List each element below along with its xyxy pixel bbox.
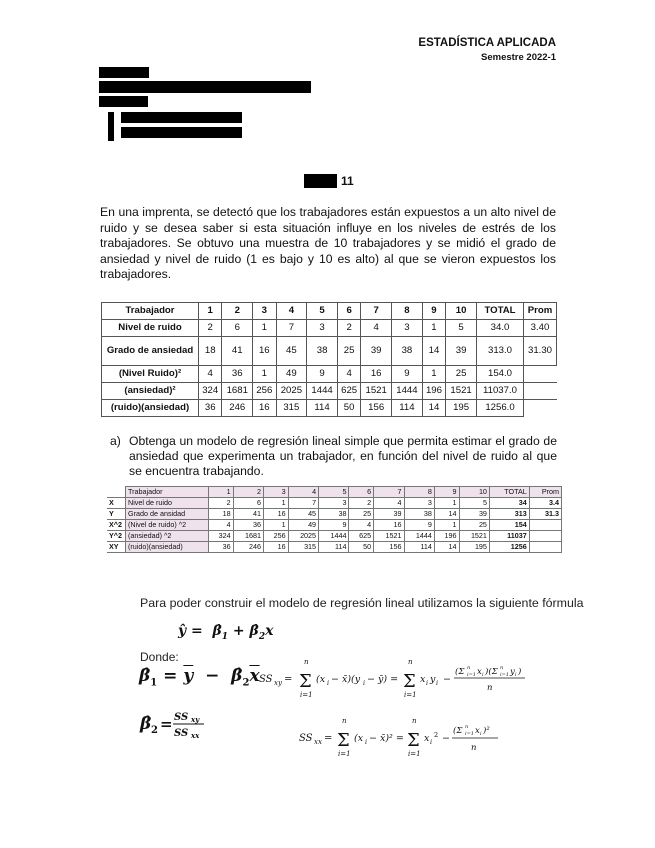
table-cell: 3 [392,320,423,337]
table-cell: 38 [319,509,349,520]
redacted-block [121,112,242,123]
table-row [107,520,562,531]
table-header-cell: Trabajador [102,303,199,320]
table-cell: 18 [209,509,234,520]
problem-statement: En una imprenta, se detectó que los trabajadores están expuestos a un alto nivel de ruido y se desea saber si esta situación influye en los niveles de estrés de los trabajadores. Se obtuvo una muestra de 10 trabajadores y se midió el grado de ansiedad y nivel de ruido (1 es bajo y 10 es alto) al que se vieron expuestos los trabajadores. [100,205,556,282]
table-cell: 6 [233,498,263,509]
svg-text:=: = [324,733,333,744]
row-label: (ruido)(ansiedad) [126,542,209,553]
table-cell: 1 [434,498,459,509]
table-cell: 2025 [288,531,318,542]
table-cell: 196 [422,383,445,400]
exercise-number: 11 [341,174,354,188]
svg-text:n: n [304,658,309,666]
table-cell: 16 [361,366,392,383]
svg-text:)(Σ: )(Σ [485,667,498,677]
table-cell: 9 [404,520,434,531]
table-cell: 1681 [222,383,253,400]
row-key: Y^2 [107,531,126,542]
svg-text:x: x [420,674,426,685]
row-label: (Nivel Ruido)² [102,366,199,383]
row-key: X^2 [107,520,126,531]
svg-text:SS: SS [299,733,313,744]
svg-text:xy: xy [274,679,282,687]
table-cell: 154 [489,520,529,531]
svg-text:i: i [365,738,368,746]
svg-text:2: 2 [434,731,439,739]
regression-formula: ŷ = $\betâ_1$ + $\betâ_2x$ [178,623,274,642]
table-cell: 3.40 [524,320,557,337]
table-cell: 625 [349,531,374,542]
table-cell: 2 [199,320,222,337]
svg-text:xx: xx [191,731,200,740]
table-header-cell [107,487,126,498]
table-cell: 34.0 [477,320,524,337]
table-cell: 7 [276,320,307,337]
svg-text:x: x [424,733,430,744]
table-cell: 50 [349,542,374,553]
svg-text:i: i [430,738,433,746]
table-cell: 1256.0 [477,400,524,417]
table-cell: 1 [253,320,276,337]
svg-text:i=1: i=1 [467,672,476,678]
question-marker: a) [110,434,121,448]
table-row [102,366,557,383]
table-cell: 1444 [319,531,349,542]
table-cell: 16 [264,542,289,553]
table-cell: 38 [307,337,338,366]
table-cell: 315 [276,400,307,417]
table-cell: 1 [264,520,289,531]
table-header-cell: 1 [199,303,222,320]
table-cell: 114 [404,542,434,553]
table-cell: 14 [434,509,459,520]
table-row [102,337,557,366]
table-cell: 16 [264,509,289,520]
table-cell: 1521 [446,383,477,400]
svg-text:y: y [510,667,515,677]
row-label: (Nivel de ruido) ^2 [126,520,209,531]
table-header-cell: 6 [337,303,360,320]
table-cell: 196 [434,531,459,542]
table-cell: 11037.0 [477,383,524,400]
table-row [102,383,557,400]
table-header-cell: 10 [446,303,477,320]
table-cell: 3 [307,320,338,337]
table-cell: 154.0 [477,366,524,383]
table-cell: 1444 [392,383,423,400]
svg-text:n: n [471,743,477,753]
table-cell: 2025 [276,383,307,400]
table-cell: 50 [337,400,360,417]
table-cell: 25 [349,509,374,520]
svg-text:SS: SS [259,674,273,685]
table-cell: 3 [404,498,434,509]
table-header-cell: 3 [264,487,289,498]
table-cell: 38 [404,509,434,520]
svg-text:n: n [467,665,471,671]
table-cell: 6 [222,320,253,337]
table-cell: 1256 [489,542,529,553]
svg-text:i=1: i=1 [300,691,313,699]
table-row [107,509,562,520]
svg-text:− x̄)(y: − x̄)(y [331,674,361,685]
table-row [107,542,562,553]
semester-label: Semestre 2022-1 [481,52,556,63]
svg-text:n: n [412,717,417,725]
svg-text:n: n [465,724,469,730]
ssxx-formula [295,715,515,761]
row-key: XY [107,542,126,553]
table-cell: 1521 [459,531,489,542]
table-cell: 18 [199,337,222,366]
spreadsheet-table [107,486,562,553]
svg-text:x: x [477,667,482,677]
svg-text:(x: (x [354,733,364,744]
table-header-cell: 6 [349,487,374,498]
table-cell: 1521 [361,383,392,400]
table-cell: 45 [276,337,307,366]
data-table [101,302,557,417]
table-cell: 114 [392,400,423,417]
table-cell: 9 [307,366,338,383]
redacted-block [99,67,149,78]
svg-text:x: x [475,726,480,736]
table-cell: 49 [288,520,318,531]
table-header-cell: 4 [288,487,318,498]
table-cell: 1444 [404,531,434,542]
table-cell: 36 [199,400,222,417]
formula-intro: Para poder construir el modelo de regresión lineal utilizamos la siguiente fórmula [140,596,584,610]
table-cell: 16 [253,337,276,366]
svg-text:i: i [480,731,482,737]
table-cell: 195 [446,400,477,417]
redacted-block [121,127,242,138]
table-cell [524,366,557,383]
table-cell: 31.30 [524,337,557,366]
table-cell [529,531,561,542]
redacted-block [99,96,148,107]
table-cell [524,400,557,417]
table-cell: 36 [222,366,253,383]
row-label: Nivel de ruido [126,498,209,509]
table-cell [529,520,561,531]
question-a-text: Obtenga un modelo de regresión lineal simple que permita estimar el grado de ansiedad que experimenta un trabajador, en función del nivel de ruido al que se encuentra trabajando. [129,434,557,478]
svg-text:(Σ: (Σ [455,667,465,677]
svg-text:− x̄)² =: − x̄)² = [369,733,404,744]
table-cell: 4 [349,520,374,531]
table-cell: 246 [233,542,263,553]
table-cell: 5 [459,498,489,509]
svg-text:i=1: i=1 [338,750,351,758]
table-cell: 7 [288,498,318,509]
row-key: X [107,498,126,509]
course-title: ESTADÍSTICA APLICADA [418,37,556,49]
table-header-cell: TOTAL [489,487,529,498]
table-header-cell: 4 [276,303,307,320]
table-row [102,400,557,417]
table-cell: 25 [337,337,360,366]
svg-text:n: n [487,683,493,693]
svg-text:i: i [515,672,517,678]
table-cell: 1 [422,366,445,383]
svg-text:i: i [482,672,484,678]
table-header-cell: 1 [209,487,234,498]
svg-text:): ) [518,667,522,677]
svg-text:n: n [408,658,413,666]
svg-text:y: y [430,674,436,685]
table-cell: 4 [199,366,222,383]
table-cell: 256 [253,383,276,400]
table-header-cell: 5 [307,303,338,320]
svg-text:i: i [436,679,439,687]
table-cell: 39 [459,509,489,520]
table-cell: 246 [222,400,253,417]
table-header-cell: Prom [524,303,557,320]
table-header-cell: 3 [253,303,276,320]
svg-text:Σ: Σ [407,730,420,751]
table-cell [529,542,561,553]
table-header-row [102,303,557,320]
table-cell: 4 [361,320,392,337]
beta2-formula [138,706,218,742]
table-cell: 16 [253,400,276,417]
table-cell: 39 [374,509,404,520]
table-cell: 25 [459,520,489,531]
svg-text:−: − [443,674,451,685]
table-cell: 256 [264,531,289,542]
svg-text:Σ: Σ [299,671,312,692]
row-key: Y [107,509,126,520]
table-cell: 36 [209,542,234,553]
row-label: Nivel de ruido [102,320,199,337]
table-cell: 36 [233,520,263,531]
table-cell: 625 [337,383,360,400]
table-cell: 313.0 [477,337,524,366]
table-cell: 156 [374,542,404,553]
table-cell: 3 [319,498,349,509]
svg-text:(Σ: (Σ [453,726,463,736]
table-row [107,498,562,509]
table-cell: 38 [392,337,423,366]
svg-text:=: = [284,674,293,685]
table-header-cell: 9 [434,487,459,498]
table-cell: 45 [288,509,318,520]
table-header-cell: TOTAL [477,303,524,320]
table-cell: 1 [264,498,289,509]
table-cell: 9 [392,366,423,383]
redacted-block [99,81,311,93]
table-cell [524,383,557,400]
table-header-cell: 10 [459,487,489,498]
svg-text:2: 2 [151,725,158,736]
table-cell: 9 [319,520,349,531]
svg-text:xy: xy [191,715,200,724]
table-cell: 2 [349,498,374,509]
svg-text:=: = [160,715,173,733]
svg-text:Σ: Σ [403,671,416,692]
table-header-cell: 2 [222,303,253,320]
svg-text:i=1: i=1 [404,691,417,699]
table-cell: 1521 [374,531,404,542]
table-header-cell: 7 [361,303,392,320]
table-cell: 4 [337,366,360,383]
svg-text:i=1: i=1 [465,731,474,737]
svg-text:i=1: i=1 [408,750,421,758]
table-cell: 315 [288,542,318,553]
table-cell: 1 [422,320,445,337]
table-header-cell: 8 [392,303,423,320]
table-cell: 1 [434,520,459,531]
table-cell: 1 [253,366,276,383]
table-cell: 1681 [233,531,263,542]
table-cell: 3.4 [529,498,561,509]
table-cell: 25 [446,366,477,383]
table-cell: 11037 [489,531,529,542]
table-cell: 195 [459,542,489,553]
table-cell: 41 [233,509,263,520]
svg-text:n: n [500,665,504,671]
table-header-cell: 8 [404,487,434,498]
svg-text:−: − [442,733,450,744]
donde-label: Donde: [140,650,179,664]
svg-text:i: i [363,679,366,687]
beta1-formula: $\betâ_1 = \overline{y}$ − $\betâ_2\overline{x}$ [139,666,260,689]
table-cell: 14 [422,337,445,366]
svg-text:(x: (x [316,674,326,685]
table-header-cell: Prom [529,487,561,498]
table-header-cell: 2 [233,487,263,498]
row-label: Grado de ansidad [126,509,209,520]
table-cell: 324 [209,531,234,542]
svg-text:β̂: β̂ [140,714,152,734]
row-label: (ruido)(ansiedad) [102,400,199,417]
row-label: (ansiedad)² [102,383,199,400]
svg-text:SS: SS [174,728,189,739]
redacted-block [108,112,114,141]
table-header-cell: 7 [374,487,404,498]
table-cell: 4 [374,498,404,509]
table-cell: 324 [199,383,222,400]
row-label: Grado de ansiedad [102,337,199,366]
table-row [102,320,557,337]
svg-text:xx: xx [314,738,322,746]
svg-text:)²: )² [483,726,490,736]
svg-text:n: n [342,717,347,725]
table-cell: 14 [434,542,459,553]
table-cell: 31.3 [529,509,561,520]
table-cell: 41 [222,337,253,366]
table-header-cell: 5 [319,487,349,498]
table-cell: 2 [337,320,360,337]
table-cell: 16 [374,520,404,531]
row-label: (ansiedad) ^2 [126,531,209,542]
table-cell: 2 [209,498,234,509]
table-header-cell: 9 [422,303,445,320]
svg-text:SS: SS [174,712,189,723]
table-cell: 5 [446,320,477,337]
table-row [107,531,562,542]
svg-text:Σ: Σ [337,730,350,751]
redacted-block [304,174,337,188]
table-header-cell: Trabajador [126,487,209,498]
table-cell: 114 [307,400,338,417]
svg-text:i=1: i=1 [500,672,509,678]
table-cell: 39 [361,337,392,366]
table-cell: 114 [319,542,349,553]
table-cell: 4 [209,520,234,531]
ssxy-formula [255,654,555,702]
svg-text:i: i [327,679,330,687]
table-cell: 14 [422,400,445,417]
table-cell: 49 [276,366,307,383]
table-cell: 1444 [307,383,338,400]
table-cell: 34 [489,498,529,509]
table-cell: 313 [489,509,529,520]
svg-text:− ȳ) =: − ȳ) = [367,674,399,685]
table-cell: 156 [361,400,392,417]
table-cell: 39 [446,337,477,366]
table-header-row [107,487,562,498]
svg-text:i: i [426,679,429,687]
